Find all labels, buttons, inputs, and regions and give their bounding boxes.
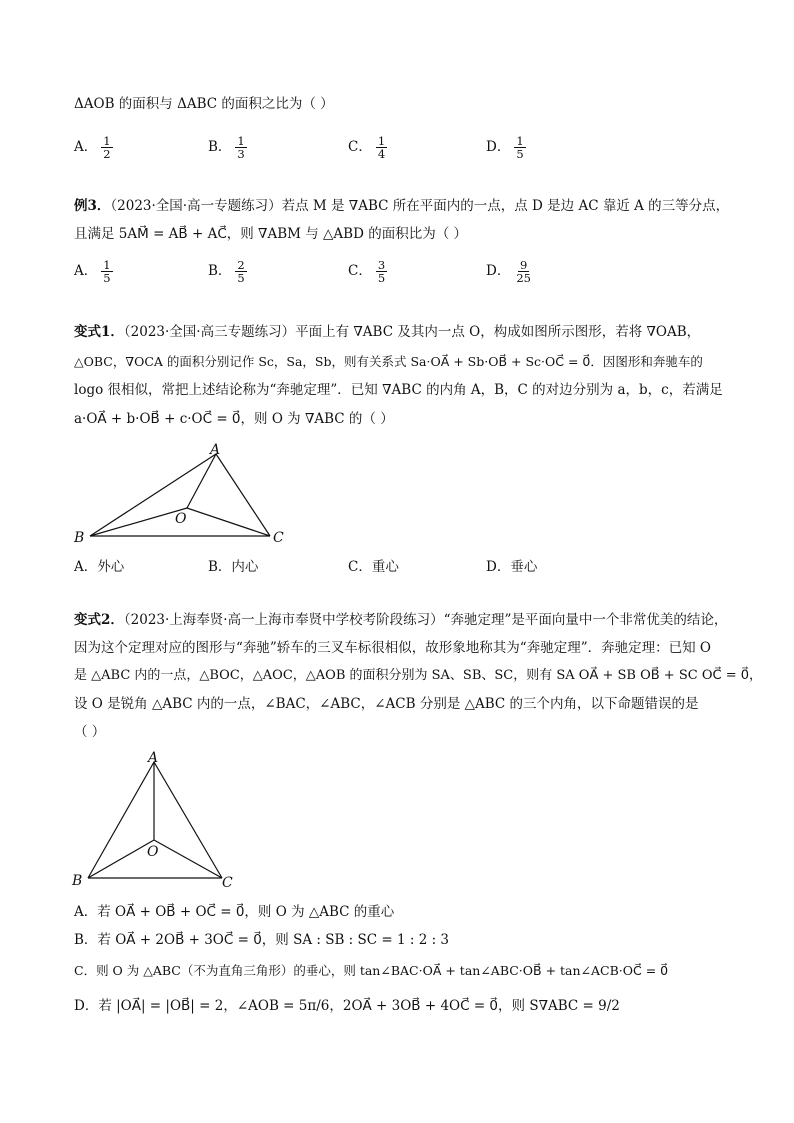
var1-option-a[interactable]	[74, 552, 124, 582]
var1-line-3: logo 很相似，常把上述结论称为“奔驰定理”．已知 ∇ABC 的内角 A，B，C 的对边分别为 a，b，c，若满足	[74, 382, 723, 398]
ex3-option-c[interactable]	[348, 256, 387, 286]
var2-line-2: 因为这个定理对应的图形与“奔驰”轿车的三叉车标很相似，故形象地称其为“奔驰定理”．奔驰定理：已知 O	[74, 640, 711, 656]
var1-figure	[70, 438, 300, 550]
var1-option-b-label: B．	[208, 559, 232, 575]
var2-edge-ba	[88, 762, 154, 878]
var1-segment-oa	[187, 454, 216, 508]
ex3-option-c-fraction	[376, 259, 387, 284]
var1-edge-ba	[90, 454, 216, 536]
ex3-option-c-den: 5	[377, 271, 386, 285]
ex3-option-d-num: 9	[519, 258, 528, 272]
var1-title: 变式1．	[74, 324, 124, 340]
var2-label-c: C	[222, 875, 233, 891]
var1-line-4: a·OA⃗ + b·OB⃗ + c·OC⃗ = 0⃗，则 O 为 ∇ABC 的（ ）	[74, 411, 394, 427]
ex3-title: 例3．	[74, 198, 111, 214]
var1-segment-oc	[187, 508, 270, 536]
var1-options	[74, 552, 724, 582]
ex3-option-c-num: 3	[377, 258, 386, 272]
ex3-option-b-label: B．	[208, 263, 232, 279]
var2-segment-oc	[154, 840, 222, 878]
var1-option-c[interactable]	[348, 552, 399, 582]
q0-option-b[interactable]	[208, 132, 247, 162]
q0-option-b-num: 1	[237, 134, 245, 148]
var2-label-o: O	[147, 844, 159, 860]
q0-option-d-fraction	[514, 135, 525, 160]
var1-label-o: O	[175, 511, 187, 527]
var1-option-a-label: A．	[74, 559, 98, 575]
ex3-line-2: 且满足 5AM⃗ = AB⃗ + AC⃗，则 ∇ABM 与 △ABD 的面积比为（ ）	[74, 226, 468, 242]
var2-line-3: 是 △ABC 内的一点，△BOC，△AOC，△AOB 的面积分别为 SA、SB、SC，则有 SA OA⃗ + SB OB⃗ + SC OC⃗ = 0⃗，	[74, 668, 762, 683]
ex3-option-a-label: A．	[74, 263, 98, 279]
var2-line-1	[74, 606, 728, 634]
var1-option-a-text: 外心	[97, 559, 125, 575]
var1-option-c-label: C．	[348, 559, 372, 575]
q0-option-b-den: 3	[237, 147, 245, 161]
var1-option-c-text: 重心	[371, 559, 399, 575]
ex3-option-b-num: 2	[237, 258, 245, 272]
q0-option-d-label: D．	[486, 139, 511, 155]
var2-edge-ac	[154, 762, 222, 878]
q0-stem: ΔAOB 的面积与 ΔABC 的面积之比为（ ）	[74, 96, 334, 112]
var1-option-d[interactable]	[486, 552, 537, 582]
q0-option-a-num: 1	[103, 134, 111, 148]
var2-option-c[interactable]: C．则 O 为 △ABC（不为直角三角形）的垂心，则 tan∠BAC·OA⃗ + tan∠ABC·OB⃗ + tan∠ACB·OC⃗ = 0⃗	[74, 963, 669, 978]
var2-stem-block	[74, 606, 762, 746]
q0-option-a-den: 2	[103, 147, 111, 161]
q0-option-b-fraction	[235, 135, 246, 160]
var1-option-b-text: 内心	[231, 559, 259, 575]
ex3-option-a-den: 5	[103, 271, 111, 285]
ex3-option-a[interactable]	[74, 256, 113, 286]
q0-options	[74, 132, 724, 162]
ex3-option-c-label: C．	[348, 263, 372, 279]
var1-label-b: B	[74, 530, 85, 546]
q0-option-c-num: 1	[377, 134, 386, 148]
var2-line-5: （ ）	[74, 724, 106, 740]
var2-option-a[interactable]: A．若 OA⃗ + OB⃗ + OC⃗ = 0⃗，则 O 为 △ABC 的重心	[74, 904, 395, 920]
q0-option-a[interactable]	[74, 132, 113, 162]
var1-stem-block	[74, 318, 724, 434]
ex3-line-1	[74, 192, 730, 220]
q0-stem-block	[74, 94, 724, 114]
var2-option-b[interactable]: B．若 OA⃗ + 2OB⃗ + 3OC⃗ = 0⃗，则 SA : SB : SC = 1 : 2 : 3	[74, 932, 450, 948]
q0-option-d-den: 5	[516, 147, 524, 161]
var1-line-2: △OBC，∇OCA 的面积分别记作 Sc，Sa，Sb，则有关系式 Sa·OA⃗ + Sb·OB⃗ + Sc·OC⃗ = 0⃗．因图形和奔驰车的	[74, 354, 703, 369]
ex3-option-b-den: 5	[237, 271, 245, 285]
ex3-option-a-fraction	[101, 259, 112, 284]
q0-option-b-label: B．	[208, 139, 232, 155]
ex3-option-d-label: D．	[486, 263, 511, 279]
ex3-text-1: （2023·全国·高一专题练习）若点 M 是 ∇ABC 所在平面内的一点，点 D 是边 AC 靠近 A 的三等分点，	[110, 198, 730, 214]
ex3-options	[74, 256, 724, 286]
q0-option-a-label: A．	[74, 139, 98, 155]
q0-option-c-fraction	[376, 135, 387, 160]
var1-segment-ob	[90, 508, 187, 536]
var1-text-1: （2023·全国·高三专题练习）平面上有 ∇ABC 及其内一点 O，构成如图所示图形，若将 ∇OAB，	[123, 324, 701, 340]
var2-options	[74, 898, 724, 1024]
var2-line-4: 设 O 是锐角 △ABC 内的一点，∠BAC，∠ABC，∠ACB 分别是 △ABC 的三个内角，以下命题错误的是	[74, 696, 699, 712]
q0-option-c[interactable]	[348, 132, 387, 162]
var1-option-d-text: 垂心	[510, 559, 538, 575]
ex3-option-d-fraction	[514, 259, 533, 284]
ex3-stem-block	[74, 192, 730, 248]
ex3-option-d-den: 25	[516, 271, 531, 285]
var2-segment-ob	[88, 840, 154, 878]
var2-title: 变式2．	[74, 612, 124, 628]
ex3-option-a-num: 1	[103, 258, 111, 272]
ex3-option-d[interactable]	[486, 256, 533, 286]
ex3-option-b-fraction	[235, 259, 246, 284]
var1-line-1	[74, 318, 724, 347]
var2-figure	[70, 748, 250, 890]
ex3-option-b[interactable]	[208, 256, 247, 286]
var1-option-b[interactable]	[208, 552, 258, 582]
q0-option-d[interactable]	[486, 132, 526, 162]
var1-label-c: C	[273, 530, 284, 546]
q0-option-c-den: 4	[377, 147, 386, 161]
var1-edge-ac	[216, 454, 270, 536]
q0-option-c-label: C．	[348, 139, 372, 155]
var2-text-1: （2023·上海奉贤·高一上海市奉贤中学校考阶段练习）“奔驰定理”是平面向量中一个非常优美的结论，	[123, 612, 728, 628]
q0-option-a-fraction	[101, 135, 112, 160]
var1-option-d-label: D．	[486, 559, 511, 575]
var1-label-a: A	[210, 442, 221, 458]
q0-option-d-num: 1	[516, 134, 524, 148]
var2-label-a: A	[148, 750, 159, 766]
var2-option-d[interactable]: D．若 |OA⃗| = |OB⃗| = 2，∠AOB = 5π/6，2OA⃗ + 3OB⃗ + 4OC⃗ = 0⃗，则 S∇ABC = 9/2	[74, 998, 620, 1014]
var2-label-b: B	[72, 873, 83, 889]
